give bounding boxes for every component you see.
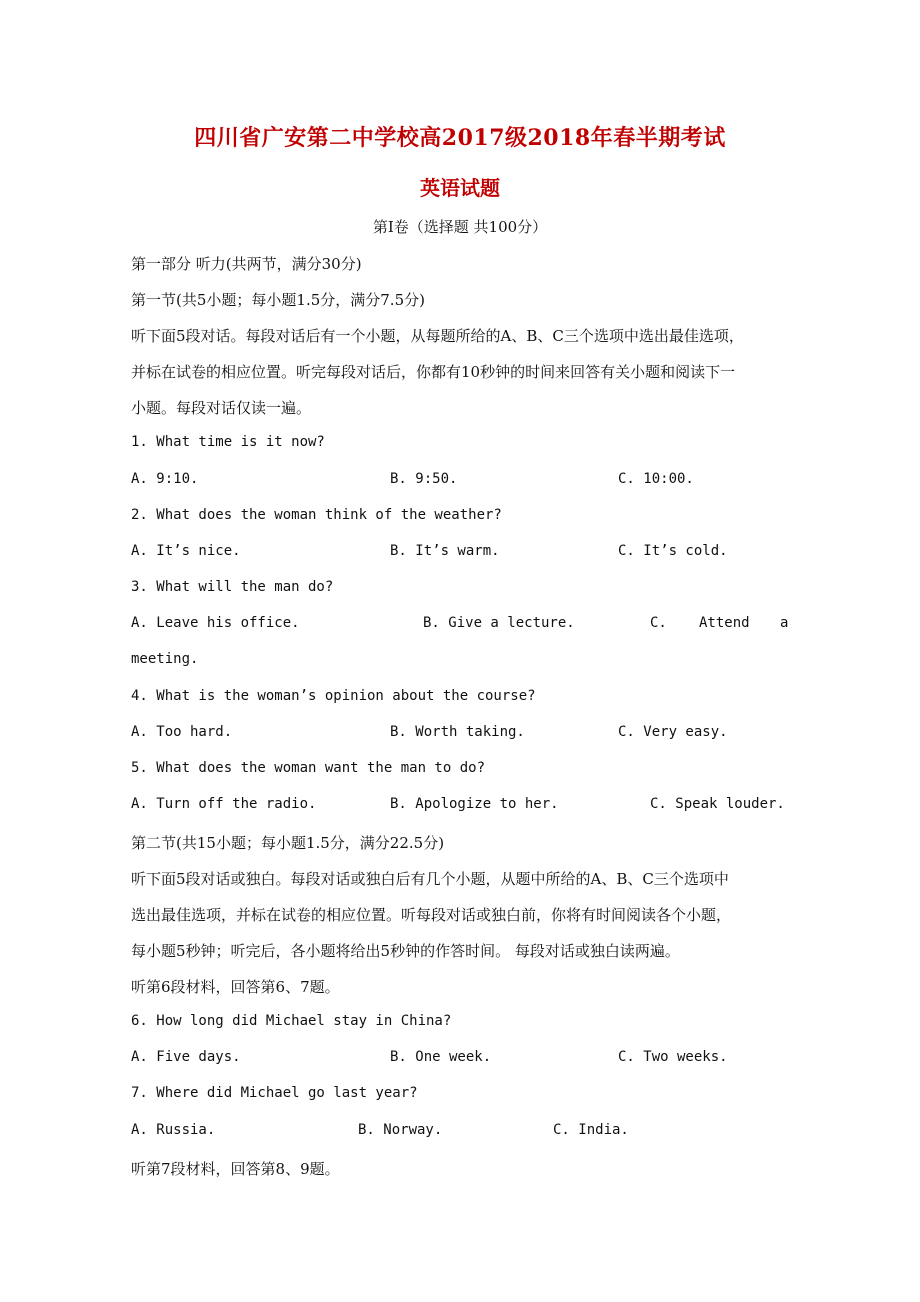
q4-option-b: B. Worth taking. [390, 724, 525, 740]
question-7: 7. Where did Michael go last year? [131, 1085, 418, 1101]
question-3: 3. What will the man do? [131, 579, 334, 595]
q3-option-c-word2: a [780, 615, 789, 631]
q5-option-c: C. Speak louder. [650, 796, 785, 812]
q3-option-c-word1: Attend [699, 615, 750, 631]
q2-option-b: B. It’s warm. [390, 543, 500, 559]
section2-heading: 第二节(共15小题；每小题1.5分，满分22.5分) [131, 834, 445, 852]
material-7-heading: 听第7段材料，回答第8、9题。 [131, 1160, 340, 1178]
section2-instruction-1: 听下面5段对话或独白。每段对话或独白后有几个小题，从题中所给的A、B、C三个选项中 [131, 870, 729, 888]
q6-option-b: B. One week. [390, 1049, 492, 1065]
q6-option-c: C. Two weeks. [618, 1049, 728, 1065]
q7-option-c: C. India. [553, 1122, 629, 1138]
part1-heading: 第一部分 听力(共两节，满分30分) [131, 255, 362, 273]
material-6-heading: 听第6段材料，回答第6、7题。 [131, 978, 340, 996]
section1-instruction-1: 听下面5段对话。每段对话后有一个小题，从每题所给的A、B、C三个选项中选出最佳选项， [131, 327, 744, 345]
question-2: 2. What does the woman think of the weather? [131, 507, 502, 523]
exam-subtitle: 英语试题 [420, 176, 500, 200]
q3-option-a: A. Leave his office. [131, 615, 300, 631]
q3-option-b: B. Give a lecture. [423, 615, 575, 631]
question-5: 5. What does the woman want the man to do? [131, 760, 486, 776]
q1-option-c: C. 10:00. [618, 471, 694, 487]
q3-option-c-label: C. [650, 615, 667, 631]
q5-option-a: A. Turn off the radio. [131, 796, 317, 812]
q4-option-a: A. Too hard. [131, 724, 233, 740]
exam-title: 四川省广安第二中学校高2017级2018年春半期考试 [194, 125, 726, 151]
q1-option-a: A. 9:10. [131, 471, 199, 487]
q6-option-a: A. Five days. [131, 1049, 241, 1065]
question-4: 4. What is the woman’s opinion about the course? [131, 688, 536, 704]
section2-instruction-3: 每小题5秒钟；听完后，各小题将给出5秒钟的作答时间。 每段对话或独白读两遍。 [131, 942, 680, 960]
q2-option-c: C. It’s cold. [618, 543, 728, 559]
question-1: 1. What time is it now? [131, 434, 325, 450]
q1-option-b: B. 9:50. [390, 471, 458, 487]
q7-option-a: A. Russia. [131, 1122, 216, 1138]
section1-heading: 第一节(共5小题；每小题1.5分，满分7.5分) [131, 291, 425, 309]
section2-instruction-2: 选出最佳选项，并标在试卷的相应位置。听每段对话或独白前，你将有时间阅读各个小题， [131, 906, 732, 924]
section1-instruction-3: 小题。每段对话仅读一遍。 [131, 399, 312, 417]
question-6: 6. How long did Michael stay in China? [131, 1013, 452, 1029]
q3-option-c-word3: meeting. [131, 651, 199, 667]
section1-instruction-2: 并标在试卷的相应位置。听完每段对话后，你都有10秒钟的时间来回答有关小题和阅读下一 [131, 363, 736, 381]
volume-heading: 第Ⅰ卷（选择题 共100分） [372, 218, 548, 236]
q2-option-a: A. It’s nice. [131, 543, 241, 559]
q4-option-c: C. Very easy. [618, 724, 728, 740]
q5-option-b: B. Apologize to her. [390, 796, 559, 812]
q7-option-b: B. Norway. [358, 1122, 443, 1138]
